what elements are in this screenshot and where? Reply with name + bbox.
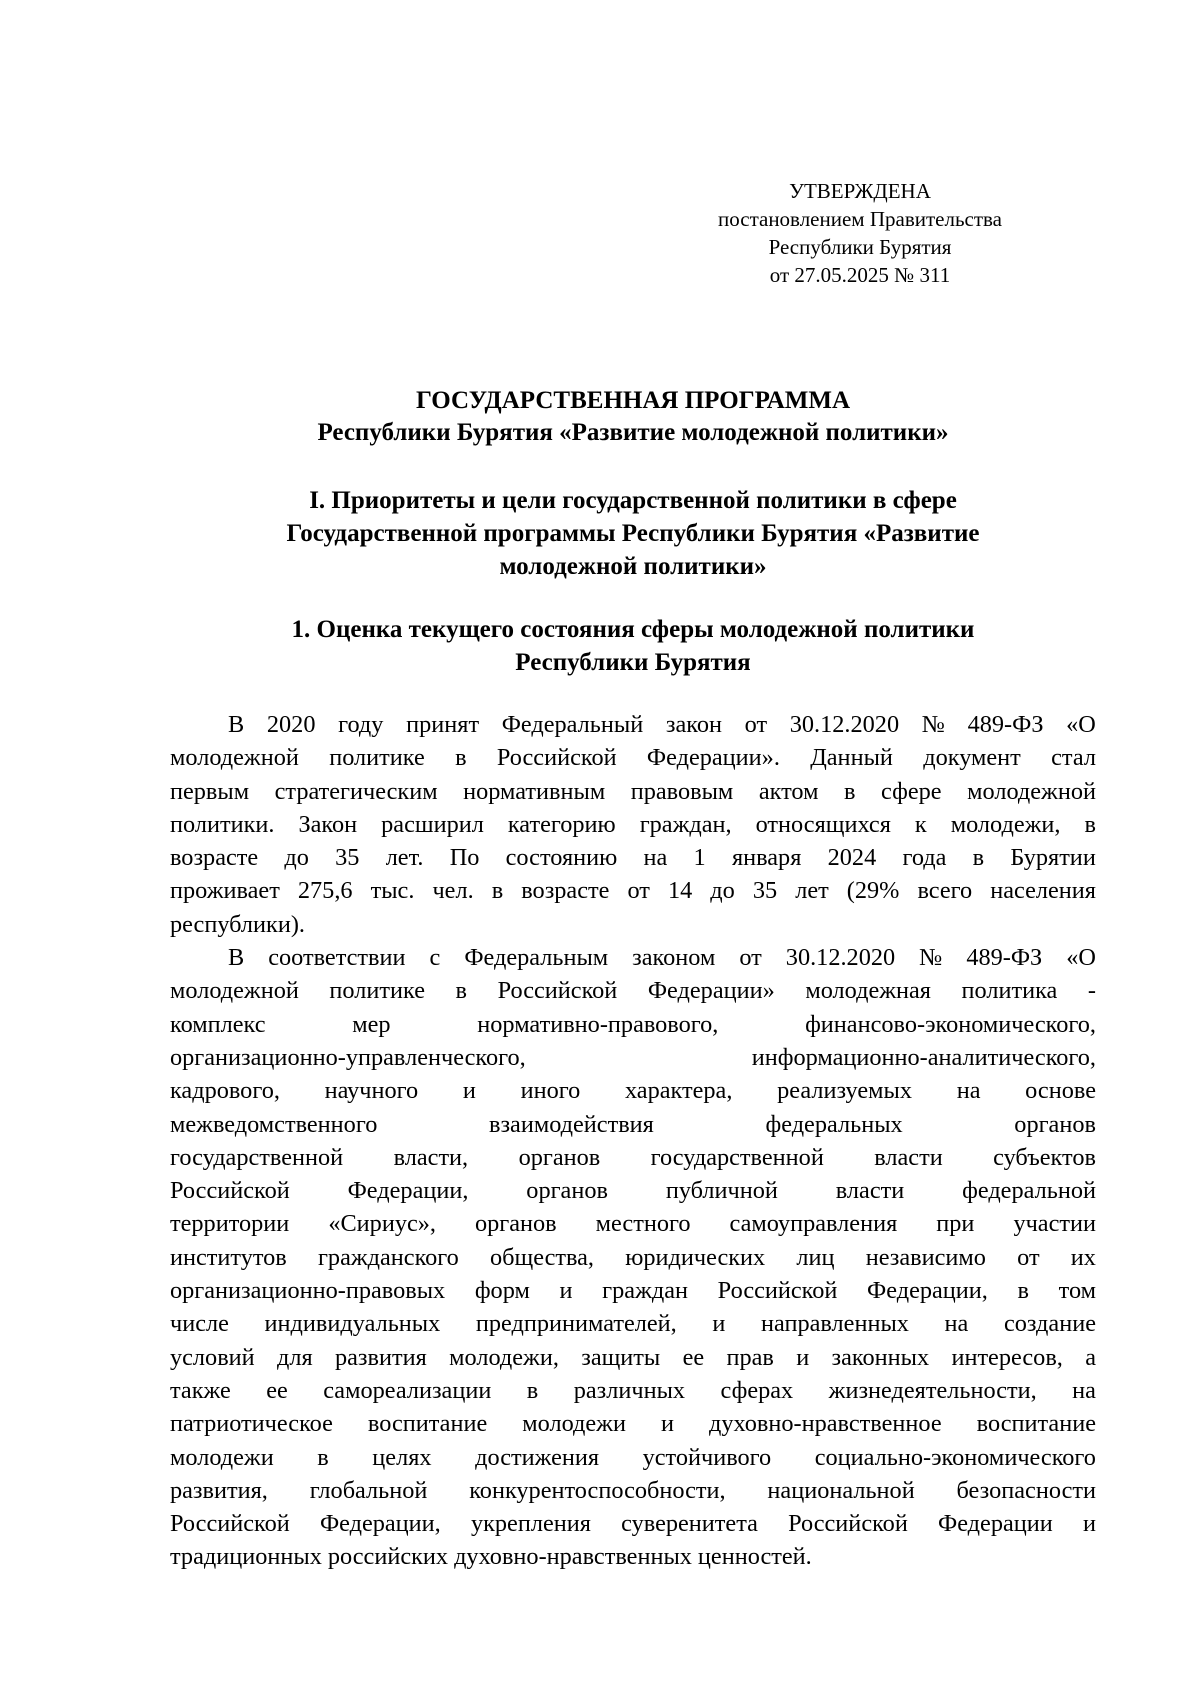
word: от	[739, 944, 762, 972]
word: (29%	[846, 877, 900, 905]
word: молодежи,	[950, 810, 1061, 838]
word: Российской	[497, 977, 618, 1005]
word: граждан,	[639, 810, 732, 838]
word: взаимодействия	[488, 1110, 654, 1138]
word: индивидуальных	[264, 1310, 441, 1338]
paragraph-line	[170, 941, 1096, 974]
program-title-line: Республики Бурятия «Развитие молодежной политики»	[317, 419, 949, 446]
word: прав	[726, 1343, 774, 1371]
word: «О	[1066, 944, 1096, 972]
word: общества,	[489, 1243, 595, 1271]
word: Закон	[298, 810, 358, 838]
word: Бурятии	[1010, 844, 1096, 872]
word: законных	[831, 1343, 930, 1371]
word: 35	[752, 877, 778, 905]
paragraph-line	[170, 1374, 1096, 1407]
word: устойчивого	[642, 1443, 772, 1471]
word: в	[491, 877, 504, 905]
word: политики.	[170, 810, 275, 838]
word: и	[712, 1310, 726, 1338]
paragraph-line	[170, 1074, 1096, 1107]
section-title-line: Государственной программы Республики Бурятия «Развитие	[286, 520, 980, 547]
word: Федеральным	[464, 944, 609, 972]
word: республики).	[170, 910, 306, 938]
word: межведомственного	[170, 1110, 378, 1138]
word: и	[796, 1343, 810, 1371]
paragraph-line	[170, 1241, 1096, 1274]
word: от	[744, 711, 768, 738]
word: государственной	[170, 1143, 344, 1171]
word: до	[710, 877, 735, 905]
word: всего	[917, 877, 973, 905]
word: ее	[266, 1376, 288, 1404]
paragraph-line	[170, 1141, 1096, 1174]
word: от	[627, 877, 650, 905]
word: научного	[324, 1077, 419, 1105]
paragraph-line	[170, 1108, 1096, 1141]
word: органов	[1014, 1110, 1096, 1138]
word: населения	[990, 877, 1096, 905]
paragraph-line	[170, 1441, 1096, 1474]
paragraph-line	[170, 841, 1096, 874]
paragraph-line	[170, 775, 1096, 808]
word: молодежной	[967, 777, 1096, 805]
word: с	[429, 944, 441, 972]
word: в	[972, 844, 985, 872]
word: институтов	[170, 1243, 287, 1271]
word: расширил	[381, 810, 484, 838]
approval-line: УТВЕРЖДЕНА	[789, 179, 931, 203]
word: возрасте	[521, 877, 610, 905]
program-title	[170, 385, 1096, 449]
word: воспитание	[976, 1410, 1096, 1438]
approval-line: от 27.05.2025 № 311	[769, 263, 951, 287]
word: на	[1072, 1376, 1096, 1404]
word: состоянию	[505, 844, 618, 872]
word: предпринимателей,	[475, 1310, 677, 1338]
word: также	[170, 1376, 231, 1404]
word: 1	[693, 844, 706, 872]
word: и	[660, 1410, 674, 1438]
approval-stamp	[690, 177, 1030, 289]
word: социально-экономического	[814, 1443, 1096, 1471]
word: кадрового,	[170, 1077, 280, 1105]
word: Федерации,	[347, 1177, 469, 1205]
word: и	[1082, 1510, 1096, 1538]
word: нормативно-правового,	[477, 1010, 719, 1038]
paragraph	[170, 708, 1096, 941]
word: политике	[329, 977, 425, 1005]
word: глобальной	[309, 1476, 428, 1504]
word: органов	[526, 1177, 608, 1205]
word: политика	[961, 977, 1058, 1005]
word: Российской	[496, 744, 617, 772]
paragraph-line	[170, 1540, 1096, 1573]
word: юридических	[625, 1243, 766, 1271]
word: различных	[573, 1376, 686, 1404]
word: комплекс	[170, 1010, 266, 1038]
subsection-title-line: 1. Оценка текущего состояния сферы молодежной политики	[291, 616, 975, 643]
word: традиционных	[170, 1543, 322, 1571]
program-title-line: ГОСУДАРСТВЕННАЯ ПРОГРАММА	[415, 387, 851, 414]
word: 35	[335, 844, 360, 872]
word: документ	[923, 744, 1021, 772]
word: власти	[835, 1177, 905, 1205]
word: молодежи	[522, 1410, 626, 1438]
word: сфере	[881, 777, 942, 805]
word: территории	[170, 1210, 290, 1238]
paragraph-line	[170, 741, 1096, 774]
word: стратегическим	[274, 777, 438, 805]
word: 2024	[827, 844, 877, 872]
word: независимо	[865, 1243, 986, 1271]
word: до	[284, 844, 309, 872]
paragraph-line	[170, 1307, 1096, 1340]
word: в	[317, 1443, 329, 1471]
paragraph-line	[170, 974, 1096, 1007]
word: в	[1084, 810, 1096, 838]
word: Федерации,	[867, 1277, 988, 1305]
word: в	[1017, 1277, 1029, 1305]
word: характера,	[624, 1077, 733, 1105]
word: 30.12.2020	[785, 944, 896, 972]
word: форм	[474, 1277, 530, 1305]
word: при	[936, 1210, 975, 1238]
word: лиц	[796, 1243, 835, 1271]
word: 275,6	[297, 877, 353, 905]
word: органов	[518, 1143, 601, 1171]
paragraph-line	[170, 1274, 1096, 1307]
word: достижения	[475, 1443, 600, 1471]
paragraph-line	[170, 1008, 1096, 1041]
approval-line: Республики Бурятия	[768, 235, 952, 259]
word: воспитание	[367, 1410, 488, 1438]
word: Федерации	[938, 1510, 1053, 1538]
word: в	[455, 977, 468, 1005]
word: января	[731, 844, 802, 872]
word: и	[462, 1077, 476, 1105]
section-title-line: I. Приоритеты и цели государственной политики в сфере	[309, 487, 957, 514]
word: на	[944, 1310, 969, 1338]
word: «О	[1066, 711, 1096, 738]
word: публичной	[665, 1177, 778, 1205]
paragraph-line	[170, 1207, 1096, 1240]
word: и	[559, 1277, 573, 1305]
word: числе	[170, 1310, 229, 1338]
word: молодежи	[170, 1443, 274, 1471]
word: самоуправления	[729, 1210, 898, 1238]
word: патриотическое	[170, 1410, 333, 1438]
paragraph-line	[170, 1407, 1096, 1440]
paragraph-line	[170, 1341, 1096, 1374]
word: финансово-экономического,	[805, 1010, 1096, 1038]
word: а	[1085, 1343, 1096, 1371]
word: году	[338, 711, 384, 738]
word: нормативным	[463, 777, 606, 805]
word: организационно-управленческого,	[170, 1043, 526, 1071]
word: «Сириус»,	[328, 1210, 436, 1238]
word: защиты	[581, 1343, 661, 1371]
word: тыс.	[370, 877, 415, 905]
word: органов	[474, 1210, 557, 1238]
paragraph-line	[170, 1507, 1096, 1540]
word: духовно-нравственных	[454, 1543, 692, 1571]
word: №	[919, 944, 943, 972]
word: Российской	[170, 1177, 290, 1205]
paragraph	[170, 941, 1096, 1574]
word: развития	[334, 1343, 427, 1371]
paragraph-line	[170, 708, 1096, 741]
word: на	[956, 1077, 981, 1105]
word: года	[902, 844, 947, 872]
word: информационно-аналитического,	[751, 1043, 1096, 1071]
word: 489-ФЗ	[966, 944, 1043, 972]
word: относящихся	[755, 810, 891, 838]
word: федеральной	[962, 1177, 1096, 1205]
word: их	[1070, 1243, 1096, 1271]
word: правовым	[630, 777, 734, 805]
word: конкурентоспособности,	[469, 1476, 726, 1504]
word: стал	[1051, 744, 1096, 772]
word: закон	[665, 711, 722, 738]
paragraph-line	[170, 1174, 1096, 1207]
word: на	[643, 844, 668, 872]
word: суверенитета	[621, 1510, 758, 1538]
approval-line: постановлением Правительства	[717, 207, 1002, 231]
word: власти	[874, 1143, 943, 1171]
paragraph-line	[170, 808, 1096, 841]
word: мер	[352, 1010, 391, 1038]
word: проживает	[170, 877, 280, 905]
word: первым	[170, 777, 250, 805]
word: ее	[682, 1343, 705, 1371]
word: развития,	[170, 1476, 268, 1504]
word: актом	[758, 777, 819, 805]
word: гражданского	[317, 1243, 459, 1271]
subsection-title	[170, 613, 1096, 679]
word: категорию	[507, 810, 616, 838]
word: возрасте	[170, 844, 259, 872]
word: -	[1087, 977, 1096, 1005]
word: соответствии	[268, 944, 406, 972]
subsection-title-line: Республики Бурятия	[515, 649, 751, 676]
word: иного	[520, 1077, 581, 1105]
word: интересов,	[951, 1343, 1063, 1371]
word: чел.	[432, 877, 474, 905]
paragraph-line	[170, 908, 1096, 941]
word: к	[914, 810, 927, 838]
word: 2020	[266, 711, 316, 738]
paragraph-line	[170, 1041, 1096, 1074]
section-title-line: молодежной политики»	[499, 553, 767, 580]
word: Российской	[170, 1510, 290, 1538]
paragraph-line	[170, 874, 1096, 907]
word: организационно-правовых	[170, 1277, 446, 1305]
word: целях	[372, 1443, 432, 1471]
word: В	[228, 711, 245, 738]
word: субъектов	[993, 1143, 1096, 1171]
word: Федерации»	[647, 977, 775, 1005]
word: 14	[667, 877, 693, 905]
word: духовно-нравственное	[709, 1410, 942, 1438]
word: основе	[1025, 1077, 1096, 1105]
word: лет.	[385, 844, 424, 872]
word: Федерации,	[319, 1510, 441, 1538]
word: реализуемых	[777, 1077, 912, 1105]
word: ценностей.	[697, 1543, 812, 1571]
word: молодежной	[170, 977, 299, 1005]
word: федеральных	[765, 1110, 903, 1138]
body-text	[170, 708, 1096, 1574]
word: безопасности	[956, 1476, 1096, 1504]
paragraph-line	[170, 1474, 1096, 1507]
word: 489-ФЗ	[967, 711, 1044, 738]
word: По	[449, 844, 480, 872]
word: направленных	[760, 1310, 909, 1338]
word: сферах	[720, 1376, 794, 1404]
word: жизнедеятельности,	[828, 1376, 1037, 1404]
word: от	[1017, 1243, 1040, 1271]
word: самореализации	[323, 1376, 492, 1404]
word: государственной	[650, 1143, 824, 1171]
word: в	[844, 777, 856, 805]
word: Данный	[810, 744, 893, 772]
word: молодежной	[170, 744, 299, 772]
word: в	[526, 1376, 539, 1404]
word: законом	[632, 944, 716, 972]
word: российских	[327, 1543, 449, 1571]
word: местного	[595, 1210, 691, 1238]
word: национальной	[767, 1476, 915, 1504]
word: Федерации».	[646, 744, 780, 772]
word: условий	[170, 1343, 255, 1371]
word: Федеральный	[501, 711, 644, 738]
word: политике	[329, 744, 425, 772]
word: В	[228, 944, 245, 972]
word: Российской	[788, 1510, 908, 1538]
word: в	[455, 744, 467, 772]
word: граждан	[602, 1277, 689, 1305]
word: участии	[1013, 1210, 1096, 1238]
word: Российской	[717, 1277, 838, 1305]
word: принят	[406, 711, 480, 738]
word: молодежи,	[449, 1343, 559, 1371]
word: том	[1058, 1277, 1096, 1305]
word: для	[277, 1343, 313, 1371]
word: власти,	[393, 1143, 469, 1171]
word: №	[921, 711, 945, 738]
section-title	[170, 484, 1096, 583]
word: 30.12.2020	[789, 711, 900, 738]
word: создание	[1003, 1310, 1096, 1338]
word: лет	[795, 877, 829, 905]
word: укрепления	[470, 1510, 591, 1538]
word: молодежная	[805, 977, 931, 1005]
